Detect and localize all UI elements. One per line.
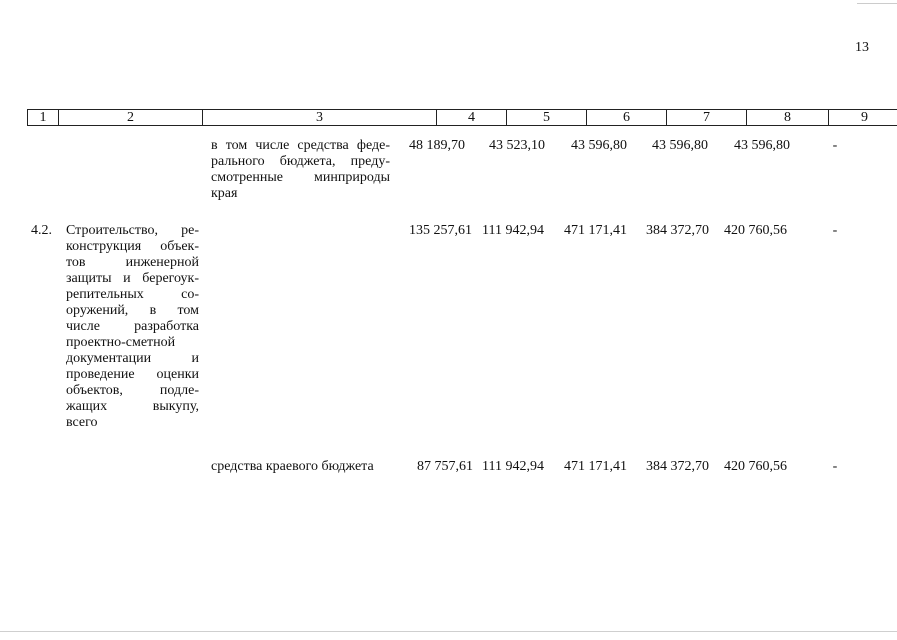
row2-item-number: 4.2.	[31, 223, 52, 238]
row2-name-line: оружений, в том	[66, 303, 199, 318]
row2-value-col7: 384 372,70	[646, 223, 709, 238]
page-number: 13	[855, 40, 869, 55]
column-header-4: 4	[437, 110, 507, 126]
row2-name-line: жащих выкупу,	[66, 399, 199, 414]
row2-name-line: проведение оценки	[66, 367, 199, 382]
row2-name-line: документации и	[66, 351, 199, 366]
row2-name-line: репительных со-	[66, 287, 199, 302]
row1-source-line: смотренные минприроды	[211, 170, 390, 185]
row2-name-line: конструкция объек-	[66, 239, 199, 254]
column-header-table	[27, 109, 897, 126]
row2-name-line: защиты и берегоук-	[66, 271, 199, 286]
row2-value-col9: -	[832, 223, 838, 238]
row1-source-line: края	[211, 186, 238, 201]
column-header-row	[28, 110, 897, 126]
column-header-9: 9	[829, 110, 897, 126]
row1-value-col5: 43 523,10	[489, 138, 545, 153]
row2-name-line: объектов, подле-	[66, 383, 199, 398]
scan-artifact-bottom	[0, 631, 897, 632]
row2-name-line: проектно-сметной	[66, 335, 176, 350]
column-header-7: 7	[667, 110, 747, 126]
row2-value-col8: 420 760,56	[724, 223, 787, 238]
row3-value-col6: 471 171,41	[564, 459, 627, 474]
column-header-6: 6	[587, 110, 667, 126]
row3-value-col9: -	[832, 459, 838, 474]
row1-source-line: рального бюджета, преду-	[211, 154, 390, 169]
row2-item-name	[66, 223, 199, 431]
row2-name-line: числе разработка	[66, 319, 199, 334]
row1-value-col9: -	[832, 138, 838, 153]
row1-source-line: в том числе средства феде-	[211, 138, 390, 153]
column-header-2: 2	[59, 110, 203, 126]
row1-value-col4: 48 189,70	[409, 138, 465, 153]
row3-value-col5: 111 942,94	[482, 459, 544, 474]
column-header-1: 1	[28, 110, 59, 126]
column-header-3: 3	[203, 110, 437, 126]
row1-value-col7: 43 596,80	[652, 138, 708, 153]
scan-artifact-top	[857, 3, 897, 4]
column-header-5: 5	[507, 110, 587, 126]
row2-name-line: тов инженерной	[66, 255, 199, 270]
row1-value-col8: 43 596,80	[734, 138, 790, 153]
row2-value-col4: 135 257,61	[409, 223, 472, 238]
row3-value-col4: 87 757,61	[417, 459, 473, 474]
row3-value-col7: 384 372,70	[646, 459, 709, 474]
row2-name-line: всего	[66, 415, 98, 430]
column-header-8: 8	[747, 110, 829, 126]
row3-source	[211, 459, 391, 475]
row3-source-line: средства краевого бюджета	[211, 459, 374, 474]
row2-value-col5: 111 942,94	[482, 223, 544, 238]
row3-value-col8: 420 760,56	[724, 459, 787, 474]
row2-name-line: Строительство, ре-	[66, 223, 199, 238]
row1-value-col6: 43 596,80	[571, 138, 627, 153]
row1-source	[211, 138, 390, 202]
row2-value-col6: 471 171,41	[564, 223, 627, 238]
